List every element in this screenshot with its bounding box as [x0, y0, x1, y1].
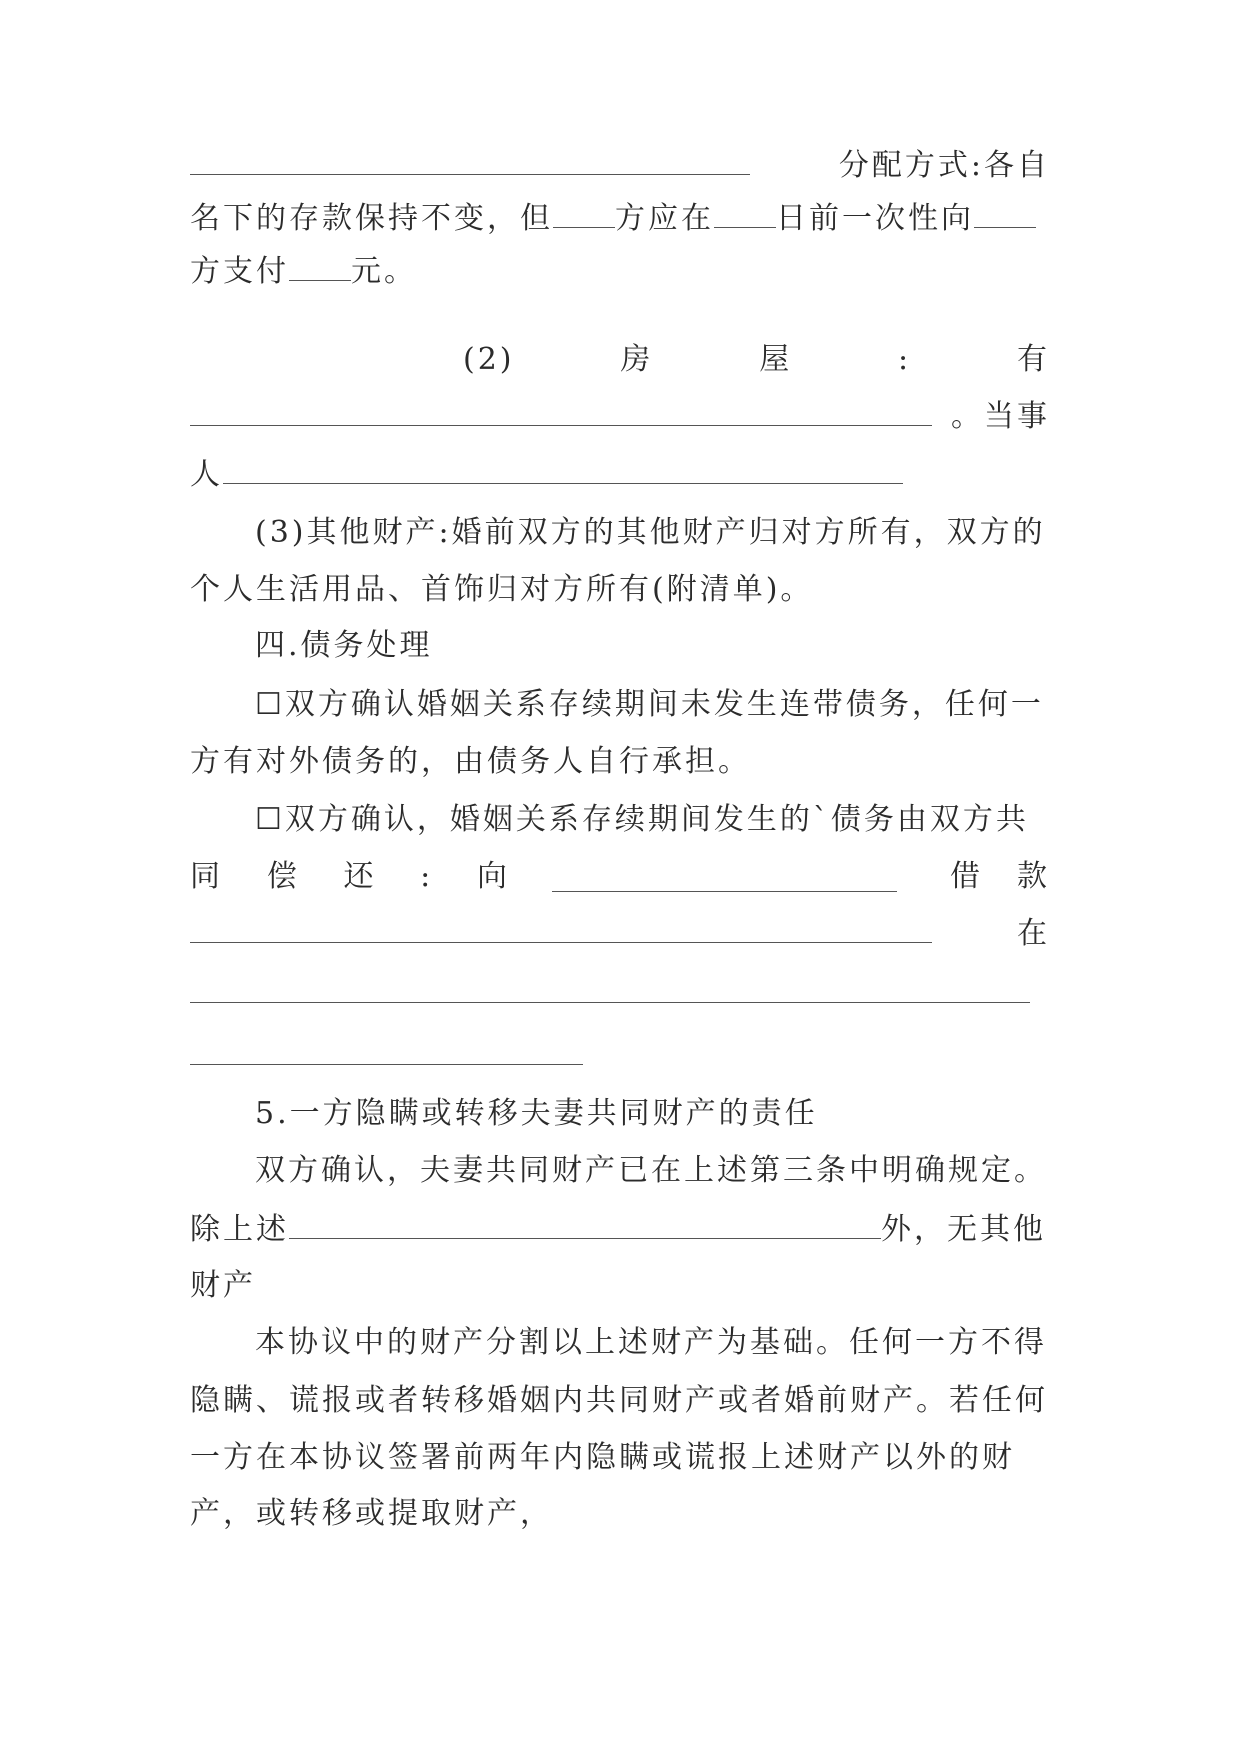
- line-4-house-heading: (2) 房 屋 : 有: [463, 342, 1050, 377]
- blank-field: [289, 1214, 881, 1239]
- blank-field: [714, 203, 776, 228]
- blank-field: [190, 150, 750, 175]
- line-2: 名下的存款保持不变，但 方应在 日前一次性向: [190, 199, 1050, 239]
- line-3: 方支付 元。: [190, 254, 417, 289]
- debt-option-2: ☐双方确认，婚姻关系存续期间发生的`债务由双方共: [255, 802, 1029, 837]
- blank-field: [223, 459, 903, 484]
- line-14: 在: [190, 914, 1050, 954]
- blank-field: [974, 203, 1036, 228]
- debt-option-1: ☐双方确认婚姻关系存续期间未发生连带债务，任何一: [255, 687, 1044, 722]
- section-heading-concealment: 5.一方隐瞒或转移夫妻共同财产的责任: [255, 1096, 818, 1131]
- line-16: 双方确认，夫妻共同财产已在上述第三条中明确规定。: [255, 1153, 1047, 1188]
- distribution-method-label: 分配方式:各自: [838, 148, 1050, 183]
- line-11: 方有对外债务的，由债务人自行承担。: [190, 744, 751, 779]
- checkbox-icon[interactable]: ☐: [255, 802, 285, 837]
- line-6: 人: [190, 455, 1050, 495]
- section-heading-debt: 四.债务处理: [255, 628, 433, 663]
- line-18: 财产: [190, 1268, 256, 1303]
- blank-field: [190, 918, 932, 943]
- line-1: [190, 146, 1050, 186]
- line-8: 个人生活用品、首饰归对方所有(附清单)。: [190, 572, 814, 607]
- line-19: 本协议中的财产分割以上述财产为基础。任何一方不得: [255, 1325, 1047, 1360]
- line-22: 产，或转移或提取财产，: [190, 1496, 553, 1531]
- other-property-clause: (3)其他财产:婚前双方的其他财产归对方所有，双方的: [255, 515, 1046, 550]
- line-5: 。当事: [190, 397, 1050, 437]
- line-21: 一方在本协议签署前两年内隐瞒或谎报上述财产以外的财: [190, 1440, 1015, 1475]
- checkbox-icon[interactable]: ☐: [255, 687, 285, 722]
- blank-field: [552, 867, 897, 892]
- line-13: 同 偿 还 : 向 借 款: [190, 859, 1050, 894]
- blank-field: [553, 203, 615, 228]
- line-17: 除上述 外，无其他: [190, 1212, 1046, 1247]
- blank-field: [289, 256, 351, 281]
- blank-line: [190, 1002, 1030, 1003]
- line-20: 隐瞒、谎报或者转移婚姻内共同财产或者婚前财产。若任何: [190, 1383, 1048, 1418]
- blank-field: [190, 401, 932, 426]
- blank-line: [190, 1064, 583, 1065]
